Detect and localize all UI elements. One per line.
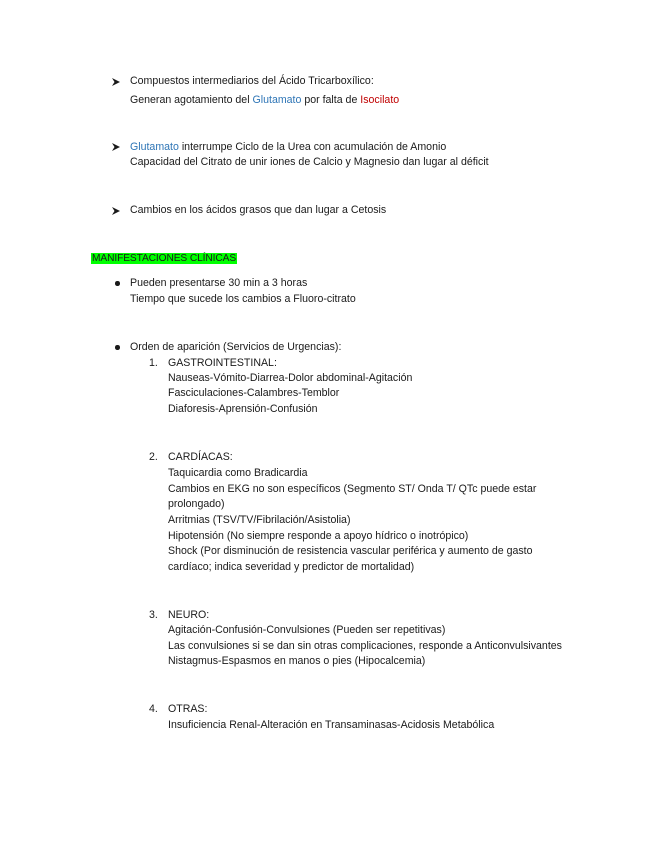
list-title: NEURO: (168, 609, 210, 621)
bullet-icon (115, 345, 120, 350)
list-line: Shock (Por disminución de resistencia vascular periférica y aumento de gasto (168, 545, 533, 557)
text-span: Generan agotamiento del (130, 94, 253, 106)
list-number: 3. (149, 609, 158, 621)
item-line: Cambios en los ácidos grasos que dan lugar a Cetosis (130, 204, 387, 216)
list-line: Nistagmus-Espasmos en manos o pies (Hipocalcemia) (168, 655, 426, 667)
arrow-bullet-icon (112, 143, 120, 151)
list-line: Diaforesis-Aprensión-Confusión (168, 403, 318, 415)
list-line: Cambios en EKG no son específicos (Segmento ST/ Onda T/ QTc puede estar (168, 483, 537, 495)
list-line: Las convulsiones si se dan sin otras complicaciones, responde a Anticonvulsivantes (168, 640, 562, 652)
list-number: 2. (149, 451, 158, 463)
highlight-isocilato: Isocilato (360, 94, 400, 106)
list-line: Fasciculaciones-Calambres-Temblor (168, 387, 340, 399)
list-title: OTRAS: (168, 703, 208, 715)
list-number: 4. (149, 703, 158, 715)
list-number: 1. (149, 357, 158, 369)
list-title: CARDÍACAS: (168, 451, 233, 463)
section-heading (91, 251, 237, 267)
arrow-bullet-icon (112, 78, 120, 86)
list-line: Nauseas-Vómito-Diarrea-Dolor abdominal-Agitación (168, 372, 413, 384)
arrow-bullet-icon (112, 207, 120, 215)
bullet-line: Pueden presentarse 30 min a 3 horas (130, 277, 308, 289)
list-line: Arritmias (TSV/TV/Fibrilación/Asistolia) (168, 514, 351, 526)
list-line: prolongado) (168, 498, 225, 510)
item-line: Capacidad del Citrato de unir iones de Calcio y Magnesio dan lugar al déficit (130, 156, 489, 168)
list-line: Insuficiencia Renal-Alteración en Transaminasas-Acidosis Metabólica (168, 719, 495, 731)
highlight-glutamato: Glutamato (130, 141, 179, 153)
text-span: por falta de (301, 94, 361, 106)
highlight-glutamato: Glutamato (252, 94, 302, 106)
list-line: Agitación-Confusión-Convulsiones (Pueden ser repetitivas) (168, 624, 446, 636)
list-line: cardíaco; indica severidad y predictor de mortalidad) (168, 561, 415, 573)
item-line (130, 93, 399, 109)
list-line: Taquicardia como Bradicardia (168, 467, 308, 479)
bullet-line: Orden de aparición (Servicios de Urgencias): (130, 341, 342, 353)
list-title: GASTROINTESTINAL: (168, 357, 277, 369)
item-line: Compuestos intermediarios del Ácido Tricarboxílico: (130, 75, 374, 87)
bullet-line: Tiempo que sucede los cambios a Fluoro-citrato (130, 293, 356, 305)
item-line (130, 140, 446, 156)
list-line: Hipotensión (No siempre responde a apoyo hídrico o inotrópico) (168, 530, 469, 542)
bullet-icon (115, 281, 120, 286)
text-span: interrumpe Ciclo de la Urea con acumulación de Amonio (178, 141, 447, 153)
heading-highlight: MANIFESTACIONES CLÍNICAS (92, 253, 237, 264)
